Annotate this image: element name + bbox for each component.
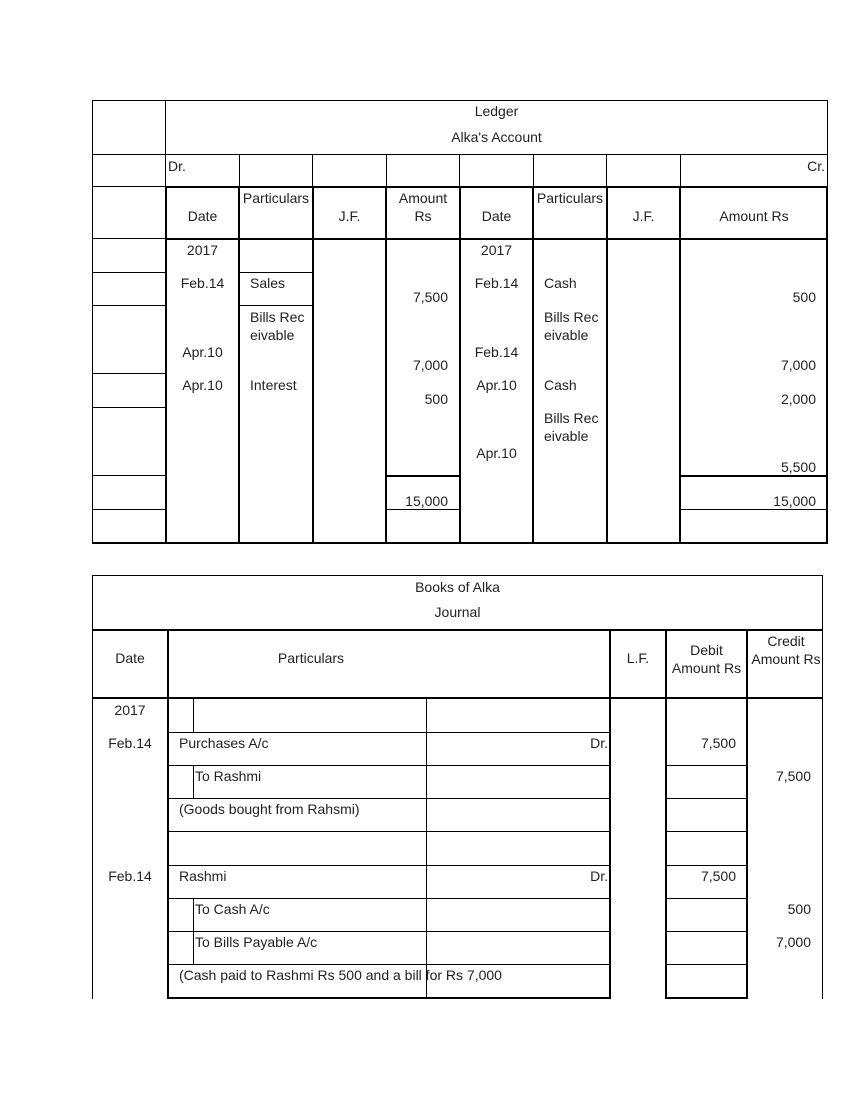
ledger-header-amount-cr: Amount Rs xyxy=(719,208,789,224)
ledger-cr-date: Apr.10 xyxy=(476,445,517,461)
ledger-dr-label: Dr. xyxy=(168,158,186,174)
ledger-title: Ledger xyxy=(474,103,519,119)
ledger-dr-amount: 7,000 xyxy=(412,357,448,373)
journal-entry-date: Feb.14 xyxy=(108,735,152,751)
journal-credit-account: To Bills Payable A/c xyxy=(195,934,318,950)
journal-header-lf: L.F. xyxy=(626,650,650,666)
ledger-cr-amount: 7,000 xyxy=(780,357,816,373)
journal-narration: (Cash paid to Rashmi Rs 500 and a bill for Rs 7,000 xyxy=(179,967,502,983)
ledger-dr-date: Apr.10 xyxy=(182,344,223,360)
ledger-dr-particulars: Bills Receivable xyxy=(250,309,305,343)
ledger-header-particulars-cr: Particulars xyxy=(536,190,604,206)
journal-credit-account: To Rashmi xyxy=(195,768,262,784)
ledger-dr-total: 15,000 xyxy=(405,493,448,509)
ledger-header-jf-dr: J.F. xyxy=(338,208,361,224)
journal-book-title: Books of Alka xyxy=(415,579,500,595)
ledger-cr-date: Feb.14 xyxy=(474,344,519,360)
journal-header-particulars: Particulars xyxy=(277,650,345,666)
journal-header-credit: Credit Amount Rs xyxy=(751,633,821,667)
journal-credit-amount: 7,000 xyxy=(775,934,811,950)
ledger-cr-label: Cr. xyxy=(807,158,825,174)
ledger-cr-date: Apr.10 xyxy=(476,377,517,393)
journal-entry-date: Feb.14 xyxy=(108,868,152,884)
ledger-dr-particulars: Interest xyxy=(250,377,297,393)
ledger-cr-year: 2017 xyxy=(480,242,513,258)
ledger-account-name: Alka's Account xyxy=(451,129,542,145)
ledger-cr-amount: 500 xyxy=(792,289,816,305)
ledger-cr-date: Feb.14 xyxy=(474,275,519,291)
journal-year: 2017 xyxy=(114,702,146,718)
journal-debit-account: Purchases A/c xyxy=(179,735,269,751)
journal-credit-account: To Cash A/c xyxy=(195,901,270,917)
journal-title: Journal xyxy=(434,604,481,620)
journal-credit-amount: 7,500 xyxy=(775,768,811,784)
ledger-dr-amount: 7,500 xyxy=(412,289,448,305)
ledger-dr-date: Feb.14 xyxy=(180,275,225,291)
ledger-cr-particulars: Bills Receivable xyxy=(544,309,599,343)
journal-narration: (Goods bought from Rahsmi) xyxy=(179,801,360,817)
journal-debit-account: Rashmi xyxy=(179,868,227,884)
ledger-dr-date: Apr.10 xyxy=(182,377,223,393)
journal-debit-amount: 7,500 xyxy=(700,868,736,884)
ledger-cr-particulars: Cash xyxy=(544,377,577,393)
ledger-dr-particulars: Sales xyxy=(250,275,286,291)
ledger-cr-amount: 2,000 xyxy=(780,391,816,407)
ledger-cr-amount: 5,500 xyxy=(780,459,816,475)
ledger-header-jf-cr: J.F. xyxy=(632,208,655,224)
ledger-cr-total: 15,000 xyxy=(773,493,816,509)
ledger-dr-amount: 500 xyxy=(424,391,448,407)
ledger-header-date-cr: Date xyxy=(481,208,512,224)
ledger-dr-year: 2017 xyxy=(186,242,219,258)
journal-dr-label: Dr. xyxy=(590,868,608,884)
journal-header-date: Date xyxy=(115,650,145,666)
journal-debit-amount: 7,500 xyxy=(700,735,736,751)
journal-credit-amount: 500 xyxy=(787,901,811,917)
journal-header-debit: Debit Amount Rs xyxy=(671,642,742,676)
ledger-cr-particulars: Bills Receivable xyxy=(544,410,599,444)
ledger-header-amount-dr: Amount Rs xyxy=(398,190,448,224)
ledger-header-date-dr: Date xyxy=(187,208,218,224)
ledger-cr-particulars: Cash xyxy=(544,275,577,291)
journal-dr-label: Dr. xyxy=(590,735,608,751)
ledger-header-particulars-dr: Particulars xyxy=(242,190,310,206)
